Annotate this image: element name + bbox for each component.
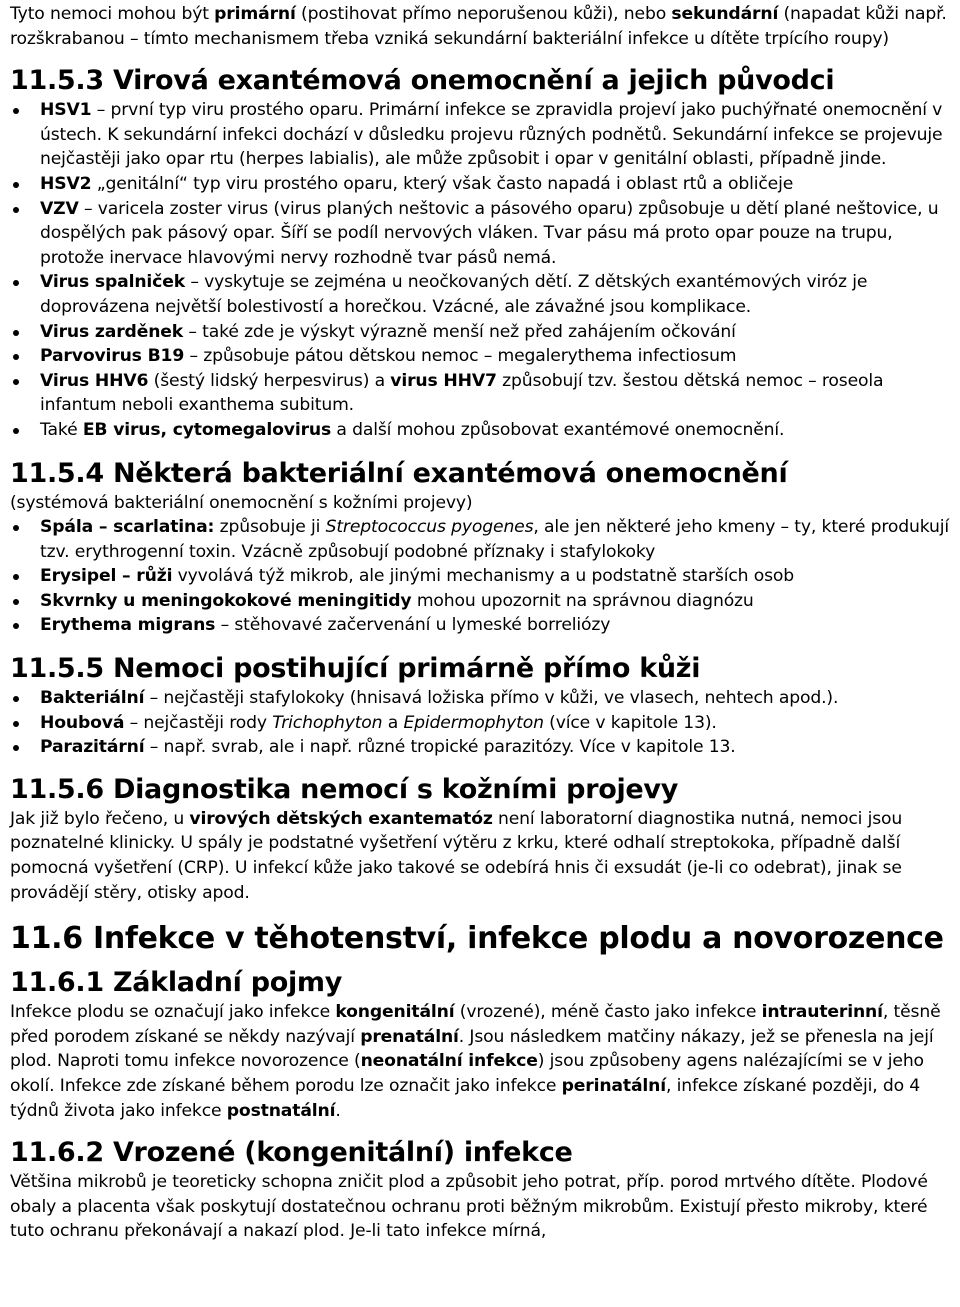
text: (vrozené), méně často jako infekce [454,1002,762,1023]
genus-name: Trichophyton [272,712,383,733]
text: (postihovat přímo neporušenou kůži), nebo [295,4,672,24]
heading-11-5-6: 11.5.6 Diagnostika nemocí s kožními projevy [10,773,679,805]
list-item-hhv [10,369,950,418]
text: – nejčastěji stafylokoky (hnisavá ložiska přímo v kůži, ve vlasech, nehtech apod.). [144,688,839,709]
list-item-measles [10,270,950,319]
skin-list [10,686,950,760]
term: VZV [40,198,79,219]
heading-11-5-3: 11.5.3 Virová exantémová onemocnění a jejich původci [10,65,835,97]
text: , těsně před porodem získané se někdy nazývají [10,1002,941,1047]
term: EB virus, cytomegalovirus [82,419,332,440]
list-item-parasitic [10,735,950,760]
term-primary: primární [214,4,296,24]
term: neonatální infekce [360,1051,538,1072]
text: Také [40,419,83,440]
heading-11-6-2: 11.6.2 Vrozené (kongenitální) infekce [10,1137,573,1169]
text: mohou upozornit na správnou diagnózu [411,590,754,611]
term: Erythema migrans [40,615,216,636]
term: Parvovirus B19 [40,346,185,367]
text: a další mohou způsobovat exantémové onemocnění. [331,419,785,440]
term: prenatální [360,1026,459,1047]
text: – způsobuje pátou dětskou nemoc – megalerythema infectiosum [184,346,737,367]
list-item-fungal [10,711,950,736]
term: virus HHV7 [390,370,497,391]
text: , infekce získané později, do 4 týdnů života jako infekce [10,1076,921,1121]
list-item-parvovirus [10,344,950,369]
text: není laboratorní diagnostika nutná, nemoci jsou poznatelné klinicky. U spály je podstatné vyšetření výtěru z krku, které odhalí streptokoka, případně další pomocná vyšetření (CRP). U infekcí kůže jako takové se odebírá hnis či exsudát (je-li co odebrat), jinak se provádějí stěry, otisky apod. [10,808,903,903]
basic-terms-paragraph [10,1000,950,1123]
term: Bakteriální [40,688,145,709]
section-subtitle: (systémová bakteriální onemocnění s kožními projevy) [10,492,473,513]
text: . Jsou následkem matčiny nákazy, jež se přenesla na její plod. Naproti tomu infekce novorozence ( [10,1026,934,1072]
text: – stěhovavé začervenání u lymeské borreliózy [215,615,611,636]
text: , ale jen některé jeho kmeny – ty, které produkují tzv. erythrogenní toxin. Vzácně způsobují podobné příznaky i stafylokoky [40,517,950,562]
text: – vyskytuje se zejména u neočkovaných dětí. Z dětských exantémových viróz je doprovázena největší bolestivostí a horečkou. Vzácné, ale závažné jsou komplikace. [40,272,868,317]
bacterial-list [10,515,950,638]
term: kongenitální [335,1002,455,1023]
text: Tyto nemoci mohou být [10,4,215,24]
text: (šestý lidský herpesvirus) a [148,370,391,391]
heading-11-5-5: 11.5.5 Nemoci postihující primárně přímo kůži [10,653,701,685]
text: . [335,1100,341,1121]
term-secondary: sekundární [671,4,779,24]
list-item-bacterial [10,686,950,711]
text: způsobují tzv. šestou dětská nemoc – roseola infantum neboli exanthema subitum. [40,370,884,416]
term: perinatální [561,1076,666,1096]
term: Houbová [40,712,125,733]
text: způsobuje ji [214,517,326,538]
term: HSV2 [40,173,92,194]
text: – varicela zoster virus (virus planých neštovic a pásového oparu) způsobuje u dětí plané neštovice, u dospělých pak pásový opar. Šíří se podíl nervových vláken. Tvar pásu má proto opar pouze na trupu, protože inervace hlavovými nervy rozhodně tvar pásů nemá. [40,198,939,268]
diagnostics-paragraph [10,807,950,905]
term: Spála – scarlatina: [40,517,215,538]
species-name: Streptococcus pyogenes [325,517,534,538]
heading-11-6: 11.6 Infekce v těhotenství, infekce plodu a novorozence [10,921,944,957]
text: vyvolává týž mikrob, ale jinými mechanismy a u podstatně starších osob [172,566,794,587]
heading-11-6-1: 11.6.1 Základní pojmy [10,967,343,999]
term: intrauterinní [761,1002,883,1023]
text: (napadat kůži např. rozškrabanou – tímto mechanismem třeba vzniká sekundární bakteriální infekce u dítěte trpícího roupy) [10,4,947,49]
text: Infekce plodu se označují jako infekce [10,1002,336,1023]
term: Parazitární [40,737,145,758]
term: Erysipel – růži [40,566,173,587]
term: HSV1 [40,100,92,121]
text: „genitální“ typ viru prostého oparu, který však často napadá i oblast rtů a obličeje [91,173,794,194]
viral-list [10,98,950,442]
term: Virus HHV6 [40,370,149,391]
list-item-ebv [10,418,950,443]
genus-name: Epidermophyton [403,712,544,733]
text: (více v kapitole 13). [543,712,717,733]
term: postnatální [226,1100,336,1121]
term: Skvrnky u meningokokové meningitidy [40,590,412,611]
list-item-rubella [10,320,950,345]
list-item-hsv1 [10,98,950,172]
text: Jak již bylo řečeno, u [10,808,190,829]
text: – nejčastěji rody [124,712,273,733]
term: Virus zarděnek [40,321,184,342]
list-item-erysipel [10,564,950,589]
text: – první typ viru prostého oparu. Primární infekce se zpravidla projeví jako puchýřnaté onemocnění v ústech. K sekundární infekci dochází v důsledku projevu různých podnětů. Sekundární infekce se projevuje nejčastěji jako opar rtu (herpes labialis), ale může způsobit i opar v genitální oblasti, případně jinde. [40,100,943,170]
list-item-erythema [10,613,950,638]
list-item-hsv2 [10,172,950,197]
list-item-vzv [10,197,950,271]
intro-paragraph [10,0,950,51]
text: – také zde je výskyt výrazně menší než před zahájením očkování [183,321,736,342]
term: Virus spalniček [40,272,185,293]
heading-11-5-4: 11.5.4 Některá bakteriální exantémová onemocnění [10,457,788,489]
term: virových dětských exantematóz [189,808,493,829]
text: – např. svrab, ale i např. různé tropické parazitózy. Více v kapitole 13. [144,737,736,758]
list-item-meningitis [10,589,950,614]
text: ) jsou způsobeny agens nalézajícími se v jeho okolí. Infekce zde získané během porodu lze označit jako infekce [10,1051,924,1096]
list-item-scarlatina [10,515,950,564]
text: a [382,712,404,733]
congenital-paragraph: Většina mikrobů je teoreticky schopna zničit plod a způsobit jeho potrat, příp. porod mrtvého dítěte. Plodové obaly a placenta však poskytují dostatečnou ochranu proti běžným mikrobům. Existují přesto mikroby, které tuto ochranu překonávají a nakazí plod. Je-li tato infekce mírná, [10,1172,928,1242]
